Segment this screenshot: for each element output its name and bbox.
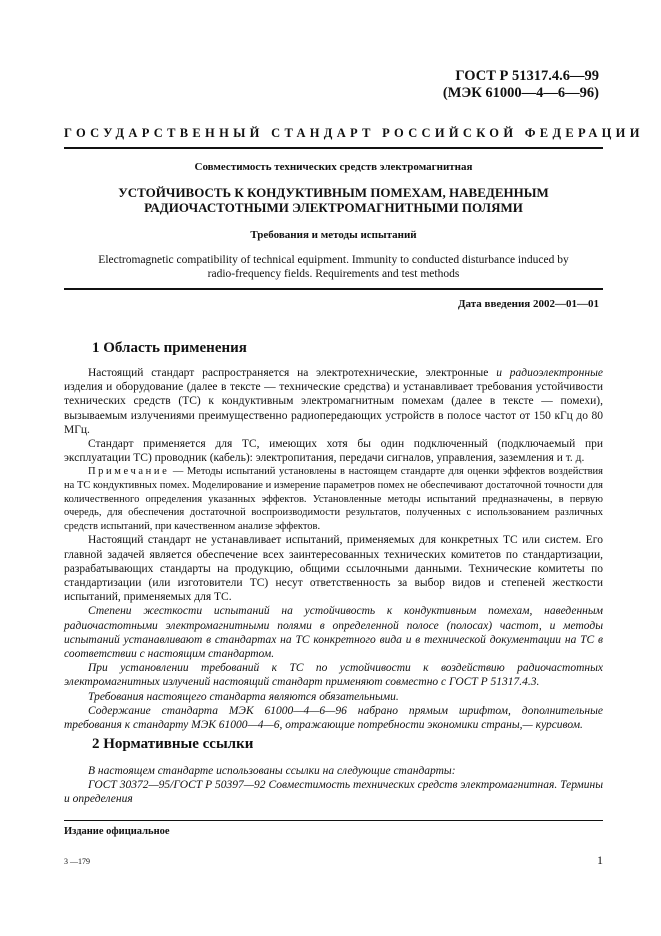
section1-heading: 1 Область применения xyxy=(92,340,247,356)
intro-date: Дата введения 2002—01—01 xyxy=(457,298,599,310)
section1-body xyxy=(64,366,603,732)
main-title-line2: РАДИОЧАСТОТНЫМИ ЭЛЕКТРОМАГНИТНЫМИ ПОЛЯМИ xyxy=(144,200,523,215)
section1-paragraph: Настоящий стандарт распространяется на электротехнические, электронные и радиоэлектронные изделия и оборудование (далее в тексте — технические средства) и устанавливает требования устойчивости технических средств (ТС) к кондуктивным электромагнитным помехам (далее в тексте — помехи), вызываемым излучениями преимущественно радиопередающих устройств в полосе частот от 150 кГц до 80 МГц. xyxy=(64,367,603,436)
english-title-line1: Electromagnetic compatibility of technical equipment. Immunity to conducted disturbance induced by xyxy=(98,254,569,266)
section1-note xyxy=(64,465,603,533)
section1-paragraph: Содержание стандарта МЭК 61000—4—6—96 набрано прямым шрифтом, дополнительные требования к стандарту МЭК 61000—4—6, отражающие потребности экономики страны,— курсивом. xyxy=(64,704,603,732)
iec-number: (МЭК 61000—4—6—96) xyxy=(442,85,599,101)
note-text: — Методы испытаний установлены в настоящем стандарте для оценки эффектов воздействия на ТС кондуктивных помех. Моделирование и измерение параметров помех не обеспечивают достаточной точности для количественного определения указанных эффектов. Установленные методы испытаний предназначены, в первую очередь, для обеспечения достаточной воспроизводимости результатов, полученных с использованием различных средств испытаний, при качественном анализе эффектов. xyxy=(64,466,603,532)
gost-number: ГОСТ Р 51317.4.6—99 xyxy=(455,68,599,84)
edition-label: Издание официальное xyxy=(64,826,170,837)
section2-body xyxy=(64,764,603,807)
section1-paragraph: Требования настоящего стандарта являются обязательными. xyxy=(88,690,399,703)
page-number: 1 xyxy=(597,853,603,867)
section1-paragraph: Стандарт применяется для ТС, имеющих хотя бы один подключенный (подключаемый при эксплуатации ТС) проводник (кабель): электропитания, передачи сигналов, управления, заземления и т. д. xyxy=(64,438,603,465)
footer-rule xyxy=(64,820,603,821)
state-standard-title: ГОСУДАРСТВЕННЫЙ СТАНДАРТ РОССИЙСКОЙ ФЕДЕРАЦИИ xyxy=(64,126,644,140)
section1-paragraph: Настоящий стандарт не устанавливает испытаний, применяемых для конкретных ТС или систем. Его главной задачей является обеспечение всех заинтересованных технических комитетов по стандартизации, разрабатывающих стандарты на продукцию, общими ссылочными данными. Технические комитеты по стандартизации (или изготовители ТС) несут ответственность за выбор видов и степеней жесткости испытаний, применяемых для ТС. xyxy=(64,534,603,604)
section1-paragraph: При установлении требований к ТС по устойчивости к воздействию радиочастотных электромагнитных излучений настоящий стандарт применяют совместно с ГОСТ Р 51317.4.3. xyxy=(64,662,603,689)
note-label: Примечание xyxy=(88,466,170,478)
section2-heading: 2 Нормативные ссылки xyxy=(92,736,254,752)
english-title-line2: radio-frequency fields. Requirements and test methods xyxy=(207,268,460,280)
print-code: 3 —179 xyxy=(64,857,90,866)
title-rule xyxy=(64,147,603,149)
standard-designation xyxy=(443,68,599,102)
main-title-line1: УСТОЙЧИВОСТЬ К КОНДУКТИВНЫМ ПОМЕХАМ, НАВЕДЕННЫМ xyxy=(118,185,549,200)
section2-paragraph: В настоящем стандарте использованы ссылки на следующие стандарты: xyxy=(88,765,456,777)
subtitle: Совместимость технических средств электромагнитная xyxy=(194,161,473,173)
section2-paragraph: ГОСТ 30372—95/ГОСТ Р 50397—92 Совместимость технических средств электромагнитная. Термины и определения xyxy=(64,779,603,806)
section1-paragraph: Степени жесткости испытаний на устойчивость к кондуктивным помехам, наведенным радиочастотными электромагнитными полями в определенной полосе (полосах) частот, и методы испытаний устанавливают в стандартах на ТС конкретного вида и в технической документации на ТС в соответствии с настоящим стандартом. xyxy=(64,605,603,661)
main-title xyxy=(64,185,603,215)
intro-rule xyxy=(64,288,603,290)
requirements-title: Требования и методы испытаний xyxy=(250,229,417,241)
english-title xyxy=(64,253,603,281)
